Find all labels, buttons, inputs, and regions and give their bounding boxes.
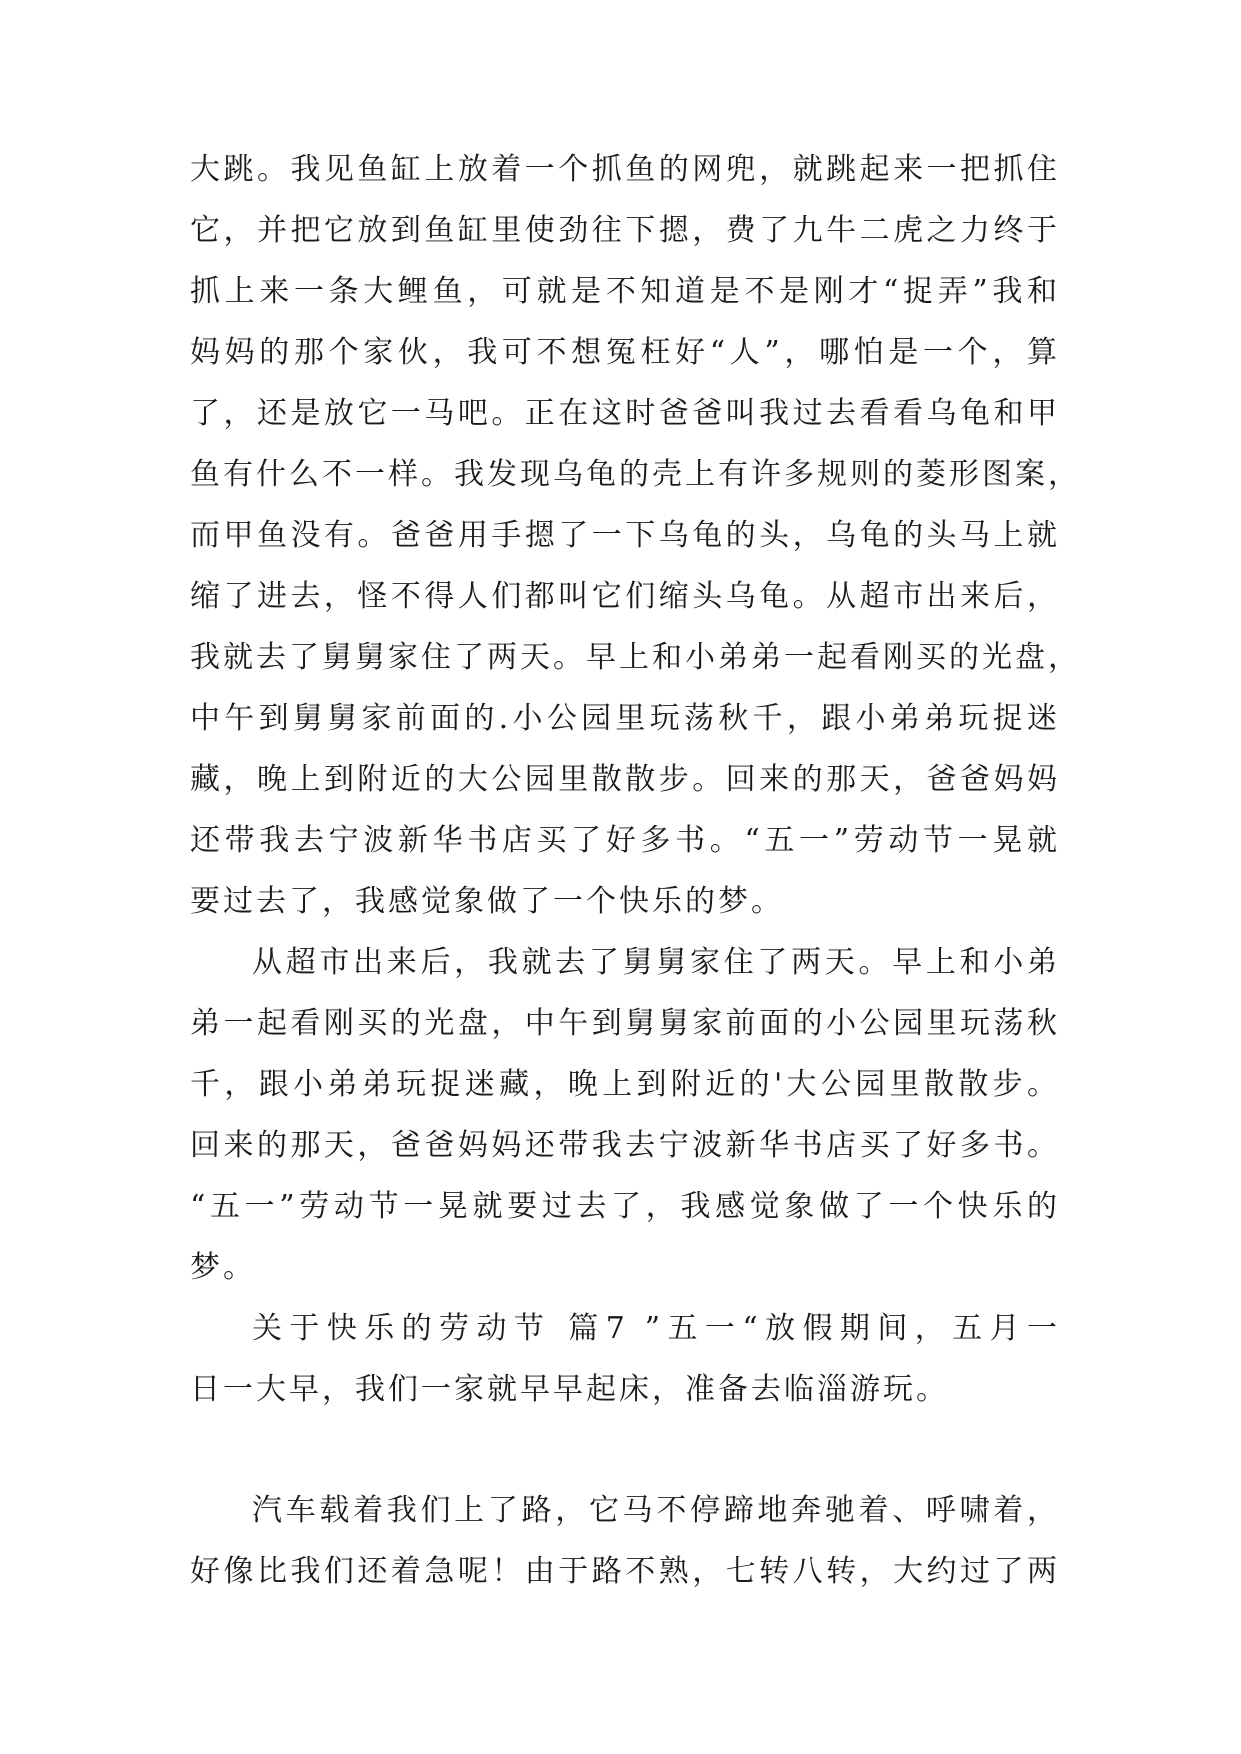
text-line: 中午到舅舅家前面的.小公园里玩荡秋千，跟小弟弟玩捉迷 (190, 701, 1060, 736)
text-line: 而甲鱼没有。爸爸用手摁了一下乌龟的头，乌龟的头马上就 (190, 518, 1060, 553)
text-line: 藏，晚上到附近的大公园里散散步。回来的那天，爸爸妈妈 (190, 762, 1060, 797)
text-line: 我就去了舅舅家住了两天。早上和小弟弟一起看刚买的光盘， (190, 640, 1081, 675)
text-line: 缩了进去，怪不得人们都叫它们缩头乌龟。从超市出来后， (190, 579, 1060, 614)
text-line: 从超市出来后，我就去了舅舅家住了两天。早上和小弟 (252, 945, 1060, 980)
text-line: “五一”劳动节一晃就要过去了，我感觉象做了一个快乐的 (190, 1189, 1060, 1224)
text-line: 好像比我们还着急呢！由于路不熟，七转八转，大约过了两 (190, 1554, 1060, 1589)
text-line: 汽车载着我们上了路，它马不停蹄地奔驰着、呼啸着， (252, 1493, 1060, 1528)
text-line: 抓上来一条大鲤鱼，可就是不知道是不是刚才“捉弄”我和 (190, 274, 1060, 309)
text-line: 它，并把它放到鱼缸里使劲往下摁，费了九牛二虎之力终于 (190, 213, 1060, 248)
text-line: 日一大早，我们一家就早早起床，准备去临淄游玩。 (190, 1372, 949, 1407)
text-line: 要过去了，我感觉象做了一个快乐的梦。 (190, 884, 784, 919)
text-line: 千，跟小弟弟玩捉迷藏，晚上到附近的'大公园里散散步。 (190, 1067, 1060, 1102)
text-line: 弟一起看刚买的光盘，中午到舅舅家前面的小公园里玩荡秋 (190, 1006, 1060, 1041)
text-line: 还带我去宁波新华书店买了好多书。“五一”劳动节一晃就 (190, 823, 1060, 858)
section-heading-line: 关于快乐的劳动节 篇7 ”五一“放假期间，五月一 (252, 1311, 1060, 1346)
text-line: 回来的那天，爸爸妈妈还带我去宁波新华书店买了好多书。 (190, 1128, 1060, 1163)
text-line: 大跳。我见鱼缸上放着一个抓鱼的网兜，就跳起来一把抓住 (190, 152, 1060, 187)
text-line: 妈妈的那个家伙，我可不想冤枉好“人”，哪怕是一个，算 (190, 335, 1060, 370)
text-line: 梦。 (190, 1250, 256, 1285)
text-line: 鱼有什么不一样。我发现乌龟的壳上有许多规则的菱形图案， (190, 457, 1081, 492)
text-line: 了，还是放它一马吧。正在这时爸爸叫我过去看看乌龟和甲 (190, 396, 1060, 431)
